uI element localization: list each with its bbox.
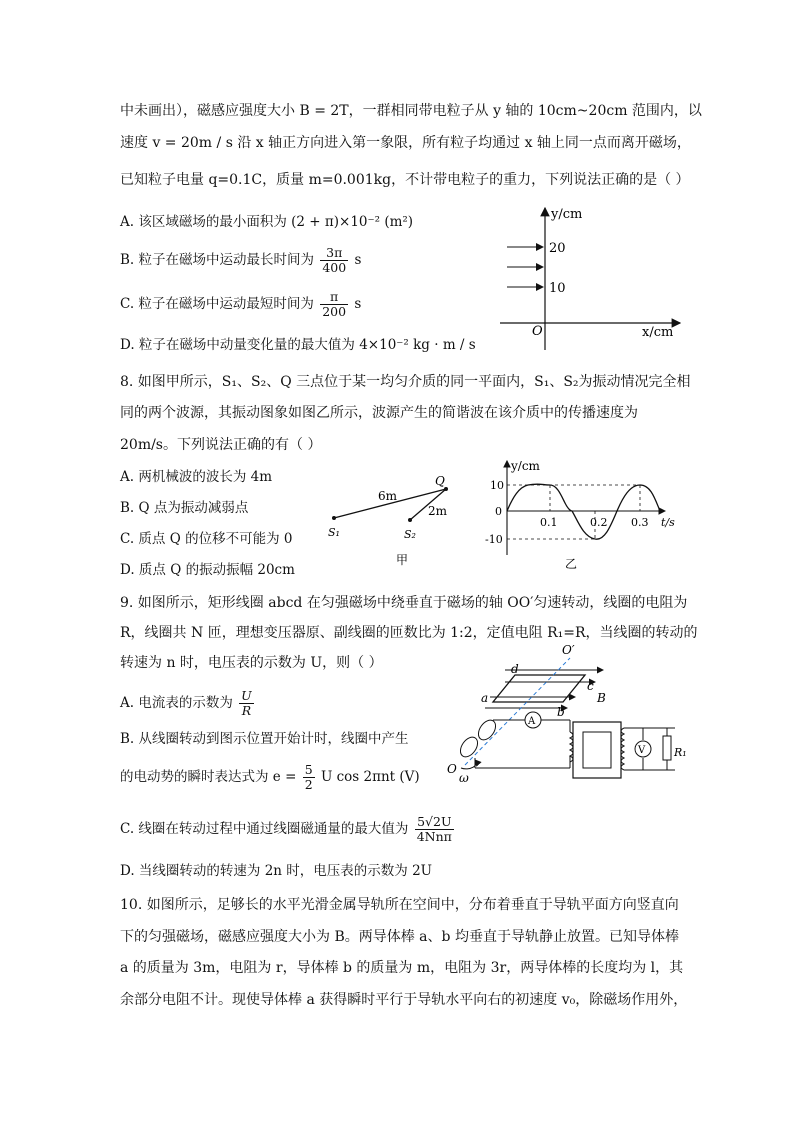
q7-option-c-text: C. 粒子在磁场中运动最短时间为 [120,296,314,312]
q9-option-a-text: A. 电流表的示数为 [120,695,233,711]
caption-jia: 甲 [396,553,409,567]
q9-option-b-text: 的电动势的瞬时表达式为 e = [120,769,297,785]
q7-option-c-fraction: $\frac{\pi}{200}$ [322,289,347,319]
q7-y-label: y/cm [551,207,583,222]
q8-figure-b [485,455,680,575]
q7-line-3: 已知粒子电量 q=0.1C，质量 m=0.001kg，不计带电粒子的重力，下列说法正确的是（ ） [120,172,690,188]
tick-0-3: 0.3 [631,516,649,529]
field-b-label: B [597,691,606,705]
q7-option-c-unit: s [354,296,362,312]
q8-option-b: B. Q 点为振动减弱点 [120,500,249,516]
distance-6m: 6m [378,489,398,503]
s2-label: S₂ [404,528,416,541]
q7-origin-label: O [532,324,543,339]
distance-2m: 2m [428,504,448,518]
q9-option-a-fraction: $\frac{U}{R}$ [241,688,252,718]
q9-option-b-line-1: B. 从线圈转动到图示位置开始计时，线圈中产生 [120,731,409,747]
caption-yi: 乙 [565,557,578,571]
s1-point [332,516,336,520]
tick-0: 0 [495,505,502,518]
q7-x-label: x/cm [642,325,674,340]
coil-a-label: a [481,691,489,705]
q8-line-3: 20m/s。下列说法正确的有（ ） [120,437,322,453]
q8-line-1: 8. 如图甲所示，S₁、S₂、Q 三点位于某一均匀介质的同一平面内，S₁、S₂为振动情况完全相 [120,374,691,390]
q9-option-c-fraction: $\frac{5√2U}{\text{4Nnπ}}$ [416,814,452,844]
transformer-core-inner [583,732,611,768]
q8-y-label: y/cm [511,459,540,473]
q7-line-2: 速度 v = 20m / s 沿 x 轴正方向进入第一象限，所有粒子均通过 x 轴上同一点而离开磁场， [120,135,691,151]
q9-option-b-line-2 [120,763,420,792]
q8-figure-a [320,470,460,570]
resistor-r1 [663,736,671,760]
q10-line-1: 10. 如图所示，足够长的水平光滑金属导轨所在空间中，分布着垂直于导轨平面方向竖直向 [120,897,679,913]
q7-option-b-unit: s [354,252,362,268]
omega-arrow [461,760,476,769]
q9-option-d: D. 当线圈转动的转速为 2n 时，电压表的示数为 2U [120,863,433,879]
s2-point [408,518,412,522]
q8-option-d: D. 质点 Q 的振动振幅 20cm [120,562,295,578]
slip-ring [475,717,499,743]
slip-ring [457,734,481,760]
q7-option-d: D. 粒子在磁场中动量变化量的最大值为 4×10⁻² kg · m / s [120,337,476,353]
o-label: O [447,762,457,776]
q10-line-2: 下的匀强磁场，磁感应强度大小为 B。两导体棒 a、b 均垂直于导轨静止放置。已知导体棒 [120,929,679,945]
coil-d-label: d [511,662,519,676]
tick-minus-10: -10 [485,533,503,546]
q7-line-1: 中未画出），磁感应强度大小 B = 2T，一群相同带电粒子从 y 轴的 10cm~20cm 范围内，以 [120,103,702,119]
tick-0-1: 0.1 [540,516,558,529]
o-prime-label: O′ [562,643,575,657]
q9-option-c-text: C. 线圈在转动过程中通过线圈磁通量的最大值为 [120,821,409,837]
q9-line-1: 9. 如图所示，矩形线圈 abcd 在匀强磁场中绕垂直于磁场的轴 OO′匀速转动，线圈的电阻为 [120,595,688,611]
tick-0-2: 0.2 [590,516,608,529]
q9-option-b-expr: U cos 2πnt (V) [320,769,420,785]
q9-option-c [120,815,456,844]
q7-tick-20: 20 [549,241,566,256]
s1-label: S₁ [328,526,340,539]
q9-option-a [120,689,256,718]
transformer-core [573,722,621,778]
q7-option-b [120,246,361,275]
q8-option-a: A. 两机械波的波长为 4m [120,469,273,485]
tick-10: 10 [490,479,504,492]
q7-option-c [120,290,361,319]
q8-line-2: 同的两个波源，其振动图象如图乙所示，波源产生的简谐波在该介质中的传播速度为 [120,405,638,421]
q10-line-3: a 的质量为 3m，电阻为 r，导体棒 b 的质量为 m，电阻为 3r，两导体棒的长度均为 l，其 [120,960,684,976]
omega-label: ω [459,771,469,785]
q7-option-a: A. 该区域磁场的最小面积为 (2 + π)×10⁻² (m²) [120,214,414,230]
q8-t-label: t/s [661,516,675,529]
q7-tick-10: 10 [549,281,566,296]
q7-option-b-fraction: $\frac{3\pi}{400}$ [322,245,347,275]
q-label: Q [435,474,445,488]
r1-label: R₁ [674,746,687,759]
coil-c-label: c [587,679,594,693]
q8-option-c: C. 质点 Q 的位移不可能为 0 [120,531,293,547]
q7-figure [495,200,685,355]
coil-abcd [493,675,585,702]
q10-line-4: 余部分电阻不计。现使导体棒 a 获得瞬时平行于导轨水平向右的初速度 v₀，除磁场作用外， [120,992,688,1008]
q9-line-2: R，线圈共 N 匝，理想变压器原、副线圈的匝数比为 1:2，定值电阻 R₁=R，当线圈的转动的 [120,625,698,641]
q7-option-b-text: B. 粒子在磁场中运动最长时间为 [120,252,315,268]
ammeter-label: A [528,716,536,727]
q9-line-3: 转速为 n 时，电压表的示数为 U，则（ ） [120,655,383,671]
q9-option-b-fraction: $\frac{5}{2}$ [304,762,313,792]
q9-figure [445,640,690,790]
wave-curve-full [507,484,660,539]
coil-b-label: b [557,705,565,719]
voltmeter-label: V [638,745,646,756]
